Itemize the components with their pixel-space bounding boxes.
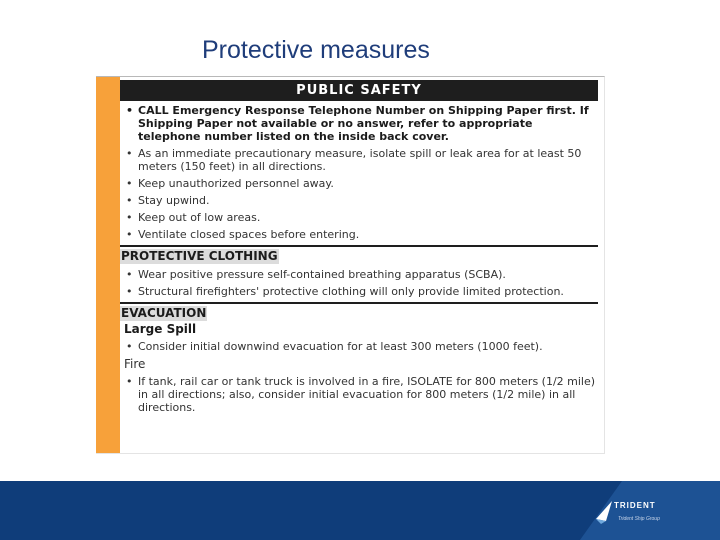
public-safety-list — [120, 104, 598, 241]
orange-accent-bar — [96, 77, 120, 453]
list-item: • Keep out of low areas. — [124, 211, 598, 224]
protective-clothing-heading: PROTECTIVE CLOTHING — [121, 249, 278, 263]
list-item: • As an immediate precautionary measure, isolate spill or leak area for at least 50 meters (150 feet) in all directions. — [124, 147, 598, 173]
logo-tagline: Trident Ship Group — [618, 516, 660, 522]
evacuation-heading: EVACUATION — [121, 306, 207, 320]
list-item: • Wear positive pressure self-contained breathing apparatus (SCBA). — [124, 268, 598, 281]
guide-content — [120, 80, 598, 453]
large-spill-list — [120, 340, 598, 353]
public-safety-heading: PUBLIC SAFETY — [120, 80, 598, 101]
list-item: • Consider initial downwind evacuation for at least 300 meters (1000 feet). — [124, 340, 598, 353]
fire-list — [120, 375, 598, 414]
list-item: • Structural firefighters' protective clothing will only provide limited protection. — [124, 285, 598, 298]
evacuation-section — [120, 302, 598, 414]
list-item: • Stay upwind. — [124, 194, 598, 207]
trident-mark-icon — [594, 499, 614, 525]
list-item: • If tank, rail car or tank truck is involved in a fire, ISOLATE for 800 meters (1/2 mile) in all directions; also, consider initial evacuation for 800 meters (1/2 mile) in all directions. — [124, 375, 598, 414]
protective-clothing-list — [120, 268, 598, 298]
list-item: • CALL Emergency Response Telephone Number on Shipping Paper first. If Shipping Paper not available or no answer, refer to appropriate telephone number listed on the inside back cover. — [124, 104, 598, 143]
logo-text: TRIDENT — [614, 501, 656, 510]
protective-clothing-section — [120, 245, 598, 298]
slide-title: Protective measures — [202, 36, 430, 64]
trident-logo — [594, 499, 674, 529]
large-spill-label: Large Spill — [124, 322, 197, 336]
guide-excerpt — [96, 76, 605, 454]
list-item: • Ventilate closed spaces before entering. — [124, 228, 598, 241]
list-item: • Keep unauthorized personnel away. — [124, 177, 598, 190]
fire-label: Fire — [124, 357, 146, 371]
